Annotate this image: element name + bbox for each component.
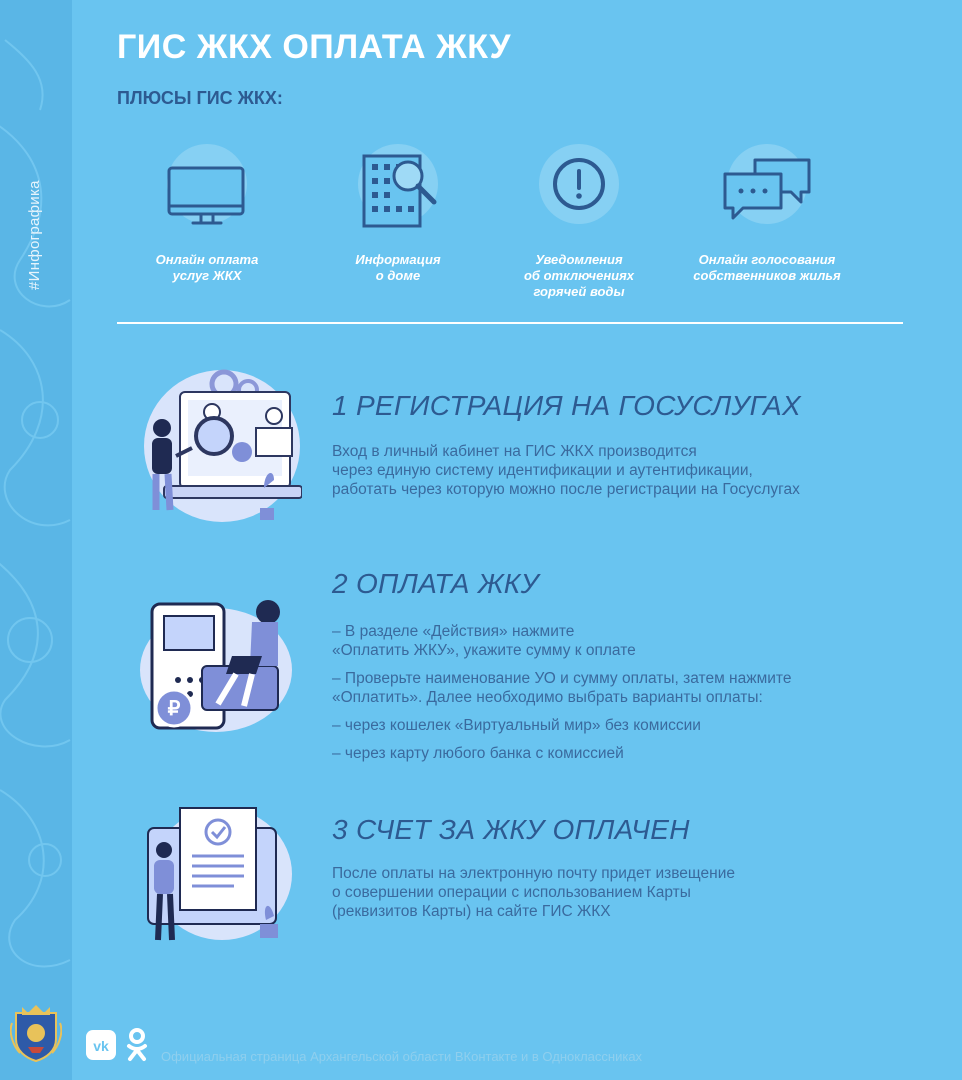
- benefit-label: Информация о доме: [355, 252, 441, 283]
- list-item: – через карту любого банка с комиссией: [332, 745, 624, 762]
- step-description: Вход в личный кабинет на ГИС ЖКХ производится через единую систему идентификации и аутентификации, работать через которую можно после регистрации на Госуслугах: [332, 443, 800, 498]
- coat-of-arms-icon: [10, 1003, 62, 1063]
- section-divider: [117, 322, 903, 324]
- footer-text: Официальная страница Архангельской области ВКонтакте и в Одноклассниках: [161, 1049, 643, 1064]
- svg-text:₽: ₽: [167, 698, 181, 720]
- benefit-label: Онлайн голосования собственников жилья: [693, 252, 841, 283]
- benefit-house-info: [303, 140, 493, 284]
- benefit-label: Уведомления об отключениях горячей воды: [523, 252, 634, 299]
- list-item: – через кошелек «Виртуальный мир» без комиссии: [332, 717, 701, 734]
- monitor-icon: [157, 140, 257, 240]
- step-description: После оплаты на электронную почту придет извещение о совершении операции с использованием Карты (реквизитов Карты) на сайте ГИС ЖКХ: [332, 865, 735, 920]
- benefits-subtitle: ПЛЮСЫ ГИС ЖКХ:: [117, 88, 283, 108]
- vk-icon[interactable]: [86, 1030, 116, 1060]
- chat-bubbles-icon: [717, 140, 817, 240]
- registration-illustration: [132, 368, 302, 528]
- step-payment: [0, 568, 962, 768]
- benefits-row: [0, 140, 962, 310]
- benefit-label: Онлайн оплата услуг ЖКХ: [155, 252, 259, 283]
- benefit-voting: [672, 140, 862, 284]
- benefit-online-payment: [112, 140, 302, 284]
- step-title: 1 РЕГИСТРАЦИЯ НА ГОСУСЛУГАХ: [332, 390, 801, 421]
- step-paid: [0, 800, 962, 950]
- receipt-illustration: [138, 800, 298, 950]
- list-item: – Проверьте наименование УО и сумму оплаты, затем нажмите «Оплатить». Далее необходимо выбрать варианты оплаты:: [332, 670, 792, 706]
- svg-text:vk: vk: [93, 1038, 109, 1054]
- list-item: – В разделе «Действия» нажмите «Оплатить ЖКУ», укажите сумму к оплате: [332, 623, 636, 659]
- step-title: 3 СЧЕТ ЗА ЖКУ ОПЛАЧЕН: [332, 814, 690, 845]
- page-title: ГИС ЖКХ ОПЛАТА ЖКУ: [117, 28, 512, 66]
- benefit-notifications: [484, 140, 674, 300]
- payment-illustration: [132, 596, 302, 736]
- step-registration: [0, 368, 962, 528]
- odnoklassniki-icon[interactable]: [126, 1028, 148, 1062]
- building-search-icon: [348, 140, 448, 240]
- exclamation-icon: [529, 140, 629, 240]
- payment-steps-list: [332, 622, 912, 772]
- step-title: 2 ОПЛАТА ЖКУ: [332, 568, 539, 599]
- hashtag-label[interactable]: #Инфографика: [26, 180, 43, 290]
